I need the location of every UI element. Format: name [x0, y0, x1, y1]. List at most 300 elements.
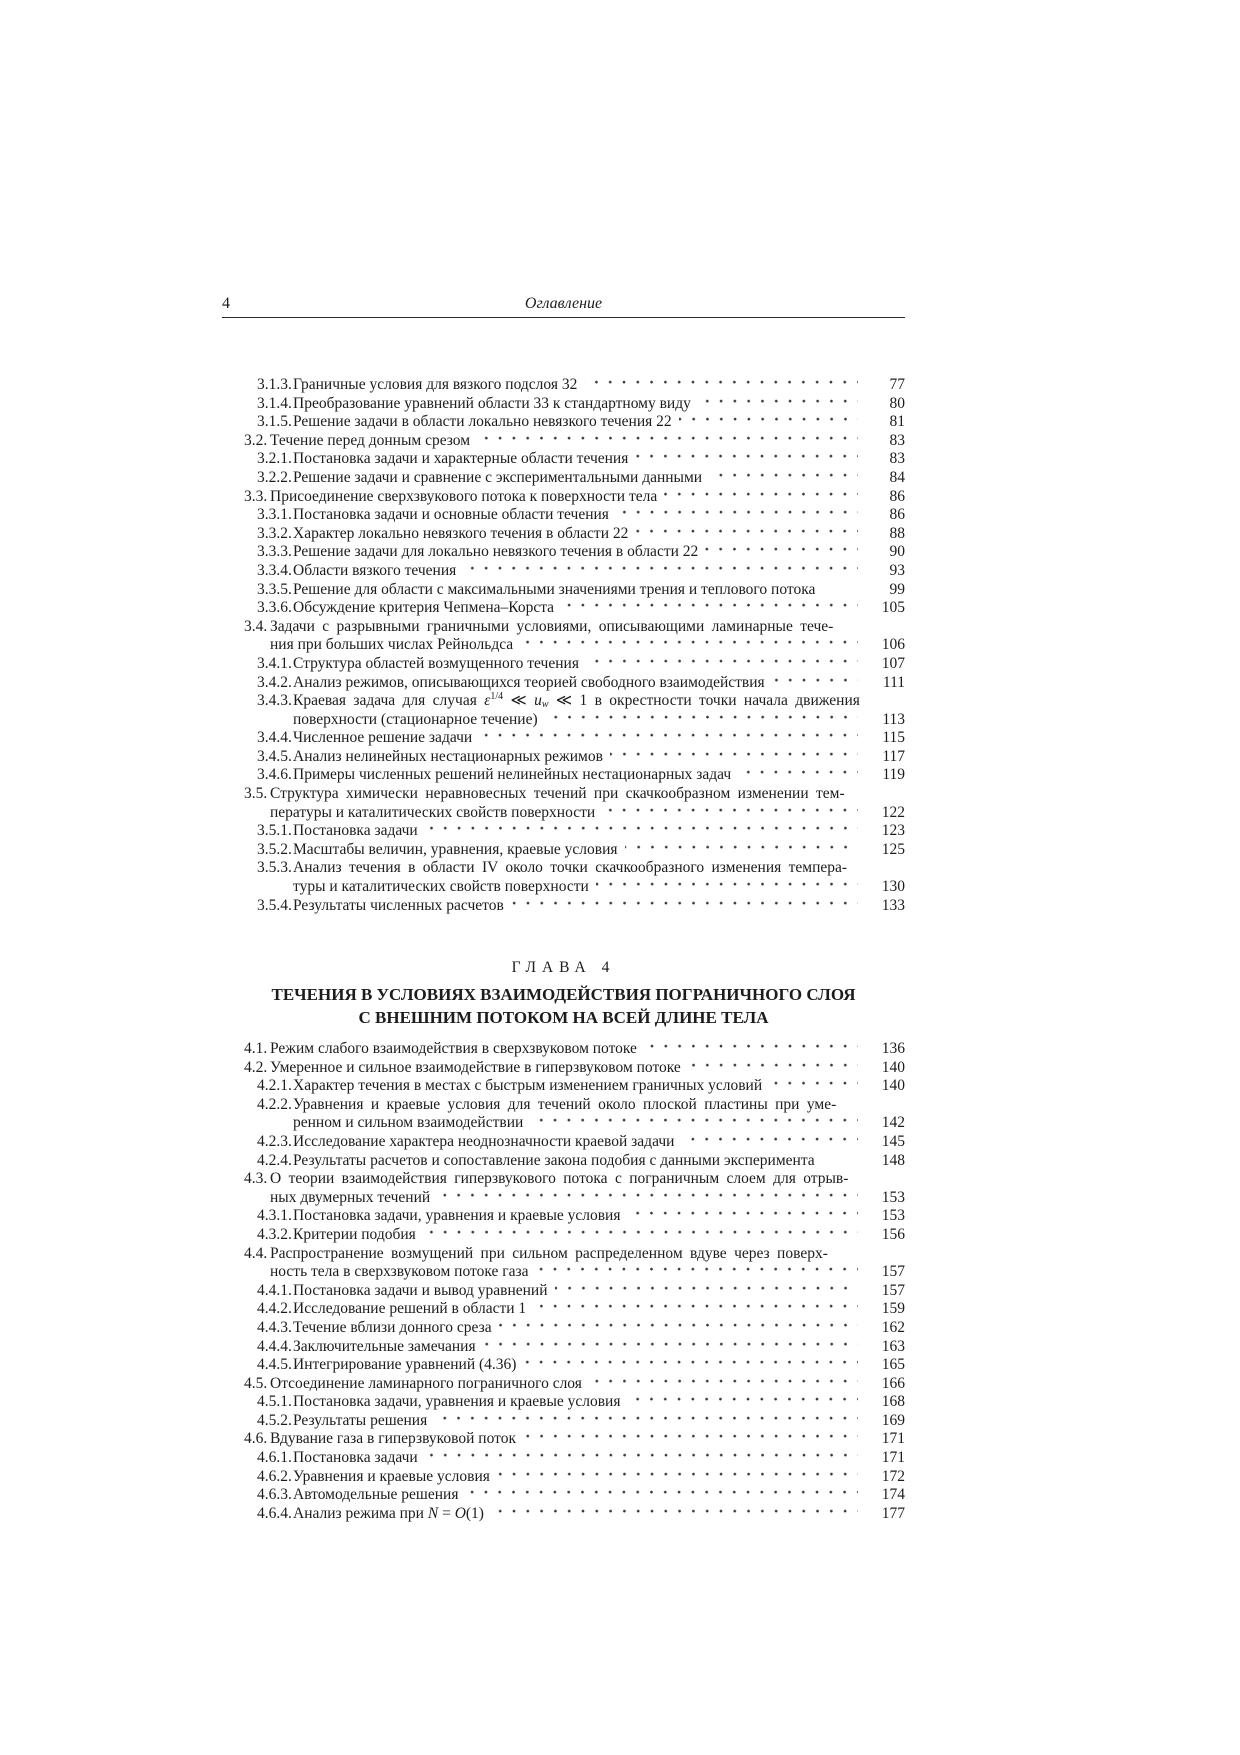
title-run: ε [484, 692, 491, 710]
section-number: 3.5. [244, 785, 268, 803]
title-run: Постановка задачи и основные области течения [293, 506, 609, 524]
title-run: Заключительные замечания [293, 1337, 476, 1355]
page-number: 77 [889, 376, 905, 393]
title-run: Течение перед донным срезом [270, 431, 471, 449]
dot-leader [822, 581, 858, 600]
page-number: 162 [881, 1318, 905, 1336]
dot-leader [616, 506, 858, 525]
entry-title [293, 469, 702, 488]
toc-line [222, 1356, 905, 1375]
dot-leader [497, 1468, 858, 1487]
dot-leader [681, 1133, 858, 1152]
title-run: Задачи с разрывными граничными условиями, описывающими ламинарные тече- [270, 617, 834, 635]
toc-line [222, 636, 905, 655]
title-run: Граничные условия для вязкого подслоя 32 [293, 376, 578, 393]
page-number: 99 [889, 580, 905, 598]
entry-title [293, 1449, 418, 1468]
toc-line [222, 822, 905, 841]
entry-title [293, 1114, 523, 1133]
toc-line [222, 1245, 905, 1264]
toc-line [222, 1170, 905, 1189]
title-run: Анализ режима при [293, 1504, 428, 1522]
toc-line [222, 618, 905, 637]
toc-line [222, 1393, 905, 1412]
section-number: 3.3.6. [257, 599, 292, 617]
entry-title [270, 1430, 516, 1449]
dot-leader [423, 1226, 858, 1245]
dot-leader [769, 1077, 858, 1096]
page-number: 140 [881, 1077, 905, 1095]
entry-title [293, 525, 628, 544]
entry-title [293, 1096, 836, 1115]
dot-leader [822, 1152, 858, 1171]
toc-line [222, 1338, 905, 1357]
entry-title [270, 1375, 582, 1394]
page-number: 90 [889, 543, 905, 561]
page-number: 177 [881, 1504, 905, 1522]
title-run: = [438, 1504, 455, 1522]
toc-section-chapter4 [222, 1040, 905, 1523]
toc-line [222, 1096, 905, 1115]
section-number: 4.2.3. [257, 1132, 292, 1150]
toc-line [222, 1375, 905, 1394]
title-run: пературы и каталитических свойств поверхности [270, 803, 596, 821]
section-number: 3.4.1. [257, 654, 292, 672]
title-run: Анализ режимов, описывающихся теорией свободного взаимодействия [293, 673, 765, 691]
page-number: 163 [881, 1337, 905, 1355]
toc-line [222, 1468, 905, 1487]
title-run: Обсуждение критерия Чепмена–Корста [293, 599, 555, 617]
entry-title [293, 1319, 492, 1338]
title-run: Постановка задачи и характерные области течения [293, 450, 629, 468]
title-run: Результаты численных расчетов [293, 896, 504, 914]
toc-line [222, 729, 905, 748]
entry-title [293, 506, 609, 525]
title-run: Структура химически неравновесных течений при скачкообразном изменении тем- [270, 785, 845, 803]
entry-title [270, 1189, 430, 1208]
title-run: туры и каталитических свойств поверхности [293, 878, 589, 896]
title-run: Решение задачи для локально невязкого течения в области 22 [293, 543, 699, 561]
toc-line [222, 1114, 905, 1133]
section-number: 3.2. [244, 431, 268, 449]
page-number-header: 4 [222, 295, 230, 312]
page-number: 166 [881, 1374, 905, 1392]
title-run: Постановка задачи [293, 822, 418, 840]
toc-line [222, 1412, 905, 1431]
dot-leader [437, 1189, 858, 1208]
dot-leader [561, 599, 858, 618]
section-number: 3.2.1. [257, 450, 292, 468]
entry-title [270, 804, 595, 823]
page-number: 111 [882, 673, 905, 691]
page-number: 125 [881, 840, 905, 858]
title-run: Интегрирование уравнений (4.36) [293, 1356, 517, 1374]
page-number: 83 [889, 450, 905, 468]
title-run: N [427, 1504, 439, 1522]
page-number: 148 [881, 1151, 905, 1169]
entry-title [293, 692, 860, 711]
entry-title [293, 1338, 476, 1357]
toc-line [222, 785, 905, 804]
title-run: Уравнения и краевые условия [293, 1467, 490, 1485]
page-number: 80 [889, 394, 905, 412]
section-number: 4.4.5. [257, 1356, 292, 1374]
title-run: Исследование характера неоднозначности краевой задачи [293, 1132, 675, 1150]
toc-line [222, 562, 905, 581]
section-number: 4.1. [244, 1040, 268, 1057]
section-number: 4.6.2. [257, 1467, 292, 1485]
toc-line [222, 376, 905, 395]
title-run: Результаты расчетов и сопоставление закона подобия с данными эксперимента [293, 1151, 815, 1169]
entry-title [270, 432, 470, 451]
toc-line [222, 878, 905, 897]
page-number: 81 [889, 413, 905, 431]
title-run: Постановка задачи, уравнения и краевые условия [293, 1207, 621, 1225]
page-number: 136 [881, 1040, 905, 1057]
toc-line [222, 1263, 905, 1282]
dot-leader [589, 1375, 858, 1394]
toc-line [222, 1430, 905, 1449]
section-number: 3.3.4. [257, 561, 292, 579]
dot-leader [477, 432, 858, 451]
dot-leader [511, 897, 858, 916]
section-number: 3.1.4. [257, 394, 292, 412]
title-run: Решение задачи и сравнение с экспериментальными данными [293, 468, 703, 486]
title-run: Критерии подобия [293, 1225, 416, 1243]
section-number: 4.5. [244, 1374, 268, 1392]
entry-title [293, 674, 765, 693]
toc-line [222, 1505, 905, 1524]
chapter-title-line2: С ВНЕШНИМ ПОТОКОМ НА ВСЕЙ ДЛИНЕ ТЕЛА [358, 1008, 769, 1027]
dot-leader [705, 543, 858, 562]
title-run: Примеры численных решений нелинейных нестационарных задач [293, 766, 732, 784]
toc-line [222, 432, 905, 451]
entry-title [293, 1226, 416, 1245]
entry-title [293, 841, 618, 860]
dot-leader [530, 1114, 858, 1133]
entry-title [293, 1393, 620, 1412]
dot-leader [545, 711, 858, 730]
title-run: ренном и сильном взаимодействии [293, 1114, 524, 1132]
toc-line [222, 395, 905, 414]
toc-line [222, 1059, 905, 1078]
section-number: 3.4.2. [257, 673, 292, 691]
dot-leader [434, 1412, 858, 1431]
entry-title [293, 1282, 548, 1301]
dot-leader [425, 1449, 858, 1468]
page-number: 172 [881, 1467, 905, 1485]
section-number: 3.3.3. [257, 543, 292, 561]
toc-line [222, 655, 905, 674]
entry-title [270, 636, 513, 655]
toc-line [222, 506, 905, 525]
toc-line [222, 1300, 905, 1319]
entry-title [293, 729, 472, 748]
page-number: 140 [881, 1058, 905, 1076]
dot-leader [635, 525, 858, 544]
entry-title [293, 581, 815, 600]
section-number: 3.5.3. [257, 859, 292, 877]
page-number: 123 [881, 822, 905, 840]
dot-leader [499, 1319, 858, 1338]
section-number: 3.1.3. [257, 376, 292, 393]
toc-line [222, 1189, 905, 1208]
section-number: 4.6.4. [257, 1504, 292, 1522]
running-header-title: Оглавление [524, 295, 603, 312]
toc-line [222, 711, 905, 730]
page-number: 174 [881, 1486, 905, 1504]
entry-title [270, 488, 657, 507]
title-run: Постановка задачи, уравнения и краевые условия [293, 1393, 621, 1411]
entry-title [293, 1152, 815, 1171]
section-number: 3.4.6. [257, 766, 292, 784]
dot-leader [679, 413, 858, 432]
section-number: 4.6.1. [257, 1449, 292, 1467]
section-number: 3.4. [244, 617, 268, 635]
entry-title [270, 1170, 848, 1189]
section-number: 4.4.3. [257, 1318, 292, 1336]
title-run: Решение задачи в области локально невязкого течения 22 [293, 413, 672, 431]
dot-leader [644, 1040, 858, 1059]
dot-leader [533, 1300, 858, 1319]
section-number: 4.3.2. [257, 1225, 292, 1243]
dot-leader [596, 878, 858, 897]
page-number: 157 [881, 1281, 905, 1299]
page-number: 171 [881, 1430, 905, 1448]
dot-leader [463, 562, 858, 581]
title-run: Вдувание газа в гиперзвуковой поток [270, 1430, 516, 1448]
section-number: 4.5.1. [257, 1393, 292, 1411]
page-number: 86 [889, 487, 905, 505]
page-number: 145 [881, 1132, 905, 1150]
page-number: 117 [882, 747, 905, 765]
dot-leader [523, 1356, 858, 1375]
page-number: 153 [881, 1188, 905, 1206]
entry-title [293, 599, 554, 618]
dot-leader [610, 748, 858, 767]
toc-line [222, 1133, 905, 1152]
title-run: Анализ нелинейных нестационарных режимов [293, 747, 603, 765]
entry-title [270, 618, 833, 637]
page-number: 142 [881, 1114, 905, 1132]
dot-leader [627, 1393, 858, 1412]
dot-leader [523, 1430, 858, 1449]
section-number: 3.5.1. [257, 822, 292, 840]
section-number: 3.4.4. [257, 729, 292, 747]
section-number: 3.3.5. [257, 580, 292, 598]
entry-title [293, 859, 847, 878]
title-run: Масштабы величин, уравнения, краевые условия [293, 840, 618, 858]
title-run: Результаты решения [293, 1411, 428, 1429]
title-run: Постановка задачи [293, 1449, 418, 1467]
title-run: Присоединение сверхзвукового потока к поверхности тела [270, 487, 658, 505]
section-number: 3.1.5. [257, 413, 292, 431]
entry-title [293, 413, 672, 432]
section-number: 4.2.4. [257, 1151, 292, 1169]
title-run: u [534, 692, 542, 710]
toc-line [222, 543, 905, 562]
toc-line [222, 581, 905, 600]
page-number: 165 [881, 1356, 905, 1374]
entry-title [293, 450, 628, 469]
toc-line [222, 1319, 905, 1338]
section-number: 4.6. [244, 1430, 268, 1448]
chapter-heading-block [222, 958, 905, 1029]
dot-leader [586, 655, 858, 674]
section-number: 3.3.2. [257, 524, 292, 542]
section-number: 3.4.3. [257, 692, 292, 710]
dot-leader [627, 1207, 858, 1226]
title-run: О теории взаимодействия гиперзвукового потока с пограничным слоем для отрыв- [270, 1170, 849, 1188]
entry-title [293, 1356, 516, 1375]
page-number: 105 [881, 599, 905, 617]
entry-title [293, 878, 589, 897]
section-number: 4.3.1. [257, 1207, 292, 1225]
dot-leader [483, 1338, 858, 1357]
entry-title [293, 376, 577, 395]
toc-line [222, 1207, 905, 1226]
toc-line [222, 525, 905, 544]
title-run: O [454, 1504, 466, 1522]
toc-line [222, 450, 905, 469]
dot-leader [698, 395, 858, 414]
chapter-title-line1: ТЕЧЕНИЯ В УСЛОВИЯХ ВЗАИМОДЕЙСТВИЯ ПОГРАНИЧНОГО СЛОЯ [271, 985, 856, 1004]
title-run: Численное решение задачи [293, 729, 473, 747]
dot-leader [535, 1263, 858, 1282]
entry-title [293, 1077, 762, 1096]
entry-title [270, 1059, 681, 1078]
page-number: 93 [889, 561, 905, 579]
title-run: Структура областей возмущенного течения [293, 654, 579, 672]
toc-line [222, 766, 905, 785]
entry-title [293, 562, 456, 581]
title-run: поверхности (стационарное течение) [293, 710, 538, 728]
entry-title [293, 1505, 484, 1524]
dot-leader [664, 488, 858, 507]
page-number: 169 [881, 1411, 905, 1429]
page-number: 171 [881, 1449, 905, 1467]
header-rule [222, 317, 905, 318]
page-number: 115 [882, 729, 905, 747]
title-run: w [541, 699, 549, 711]
section-number: 4.6.3. [257, 1486, 292, 1504]
dot-leader [555, 1282, 858, 1301]
section-number: 4.4.4. [257, 1337, 292, 1355]
page-content [222, 0, 905, 1755]
page-number: 153 [881, 1207, 905, 1225]
title-run: Течение вблизи донного среза [293, 1318, 492, 1336]
page-number: 157 [881, 1263, 905, 1281]
toc-line [222, 1449, 905, 1468]
toc-line [222, 897, 905, 916]
toc-line [222, 1040, 905, 1059]
page-number: 84 [889, 468, 905, 486]
dot-leader [479, 729, 858, 748]
entry-title [293, 748, 603, 767]
entry-title [293, 822, 418, 841]
section-number: 4.2. [244, 1058, 268, 1076]
page-number: 130 [881, 878, 905, 896]
toc-line [222, 488, 905, 507]
title-run: ния при больших числах Рейнольдса [270, 636, 514, 654]
section-number: 3.3.1. [257, 506, 292, 524]
entry-title [270, 1245, 828, 1264]
section-number: 4.4.2. [257, 1300, 292, 1318]
title-run: Характер локально невязкого течения в области 22 [293, 524, 629, 542]
toc-line [222, 413, 905, 432]
title-run: ≪ [503, 692, 535, 710]
title-run: Распространение возмущений при сильном распределенном вдуве через поверх- [270, 1244, 828, 1262]
toc-section-chapter3 [222, 376, 905, 915]
entry-title [293, 1486, 458, 1505]
toc-line [222, 859, 905, 878]
section-number: 4.4.1. [257, 1281, 292, 1299]
toc-line [222, 1152, 905, 1171]
dot-leader [709, 469, 858, 488]
section-number: 3.5.4. [257, 896, 292, 914]
entry-title [293, 897, 504, 916]
section-number: 3.5.2. [257, 840, 292, 858]
title-run: Преобразование уравнений области 33 к стандартному виду [293, 394, 691, 412]
title-run: Отсоединение ламинарного пограничного слоя [270, 1374, 582, 1392]
toc-line [222, 692, 905, 711]
title-run: ность тела в сверхзвуковом потоке газа [270, 1263, 529, 1281]
dot-leader [772, 674, 858, 693]
title-run: ≪ 1 в окрестности точки начала движения [548, 692, 860, 710]
title-run: Автомодельные решения [293, 1486, 459, 1504]
page-number: 133 [881, 896, 905, 914]
dot-leader [425, 822, 858, 841]
entry-title [293, 655, 579, 674]
dot-leader [491, 1505, 858, 1524]
page-number: 83 [889, 431, 905, 449]
title-run: Уравнения и краевые условия для течений около плоской пластины при уме- [293, 1095, 837, 1113]
toc-line [222, 1486, 905, 1505]
toc-line [222, 599, 905, 618]
title-run: Исследование решений в области 1 [293, 1300, 527, 1318]
toc-line [222, 1226, 905, 1245]
entry-title [293, 1300, 526, 1319]
title-run: Режим слабого взаимодействия в сверхзвуковом потоке [270, 1040, 637, 1057]
title-run: (1) [465, 1504, 484, 1522]
entry-title [293, 1412, 427, 1431]
toc-line [222, 1282, 905, 1301]
dot-leader [625, 841, 859, 860]
title-run: Умеренное и сильное взаимодействие в гиперзвуковом потоке [270, 1058, 681, 1076]
entry-title [293, 1207, 620, 1226]
section-number: 4.5.2. [257, 1411, 292, 1429]
page-number: 113 [882, 710, 905, 728]
section-number: 4.2.1. [257, 1077, 292, 1095]
entry-title [270, 1263, 528, 1282]
toc-line [222, 469, 905, 488]
entry-title [270, 785, 845, 804]
title-run: 1/4 [490, 691, 504, 703]
dot-leader [635, 450, 858, 469]
title-run: Решение для области с максимальными значениями трения и теплового потока [293, 580, 816, 598]
page-number: 168 [881, 1393, 905, 1411]
page-number: 86 [889, 506, 905, 524]
dot-leader [738, 766, 858, 785]
dot-leader [688, 1059, 858, 1078]
running-header [222, 294, 905, 314]
section-number: 4.2.2. [257, 1095, 292, 1113]
page-number: 107 [881, 654, 905, 672]
dot-leader [520, 636, 858, 655]
title-run: Постановка задачи и вывод уравнений [293, 1281, 548, 1299]
page-number: 122 [881, 803, 905, 821]
toc-line [222, 674, 905, 693]
